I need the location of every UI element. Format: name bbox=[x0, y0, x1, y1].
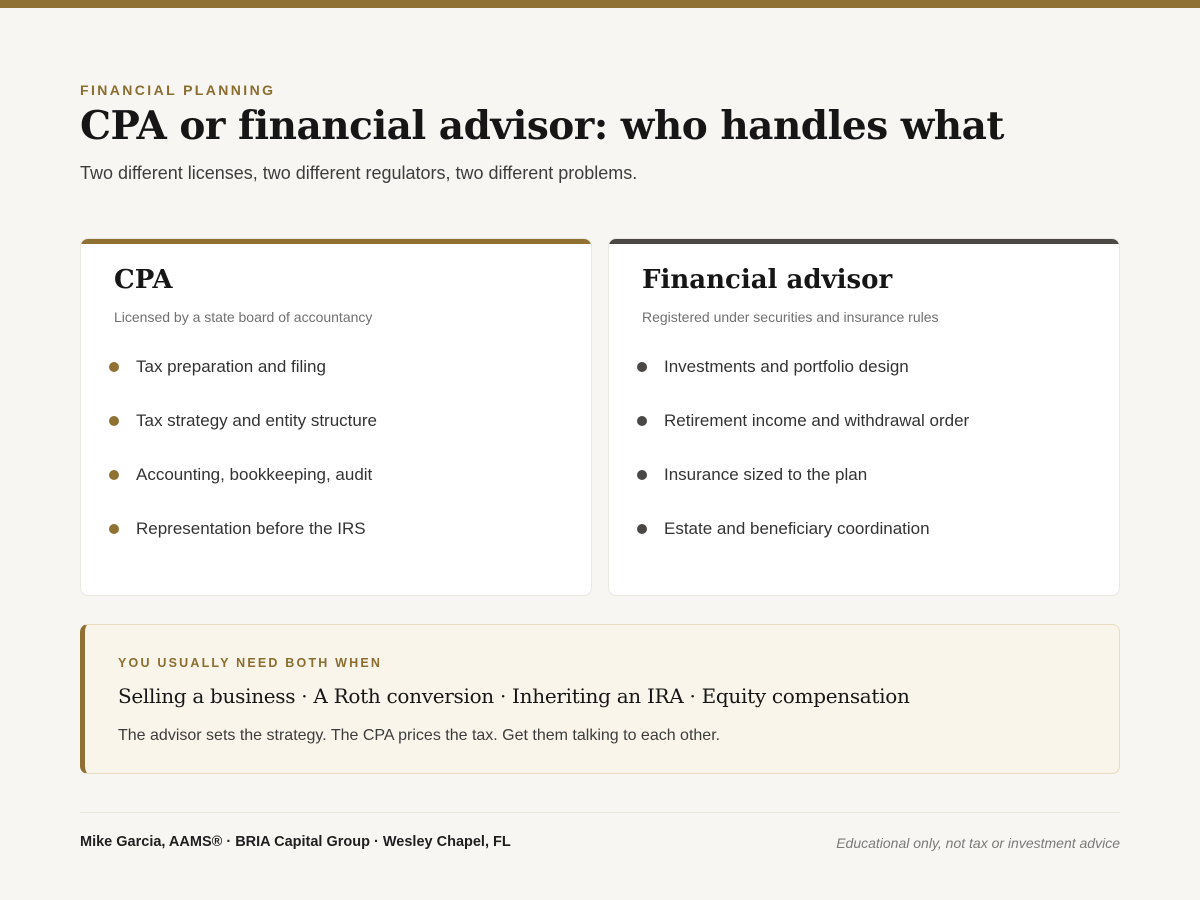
list-item bbox=[109, 355, 377, 409]
advisor-card-accent bbox=[609, 239, 1119, 244]
list-item bbox=[109, 409, 377, 463]
list-item bbox=[109, 463, 377, 517]
list-item-label: Tax strategy and entity structure bbox=[136, 411, 377, 430]
callout-situations: Selling a business · A Roth conversion · Inheriting an IRA · Equity compensation bbox=[118, 684, 910, 708]
advisor-responsibility-list bbox=[637, 355, 969, 571]
bullet-icon bbox=[109, 416, 119, 426]
page-subtitle: Two different licenses, two different regulators, two different problems. bbox=[80, 163, 638, 183]
list-item bbox=[637, 355, 969, 409]
list-item-label: Retirement income and withdrawal order bbox=[664, 411, 970, 430]
list-item bbox=[637, 409, 969, 463]
bullet-icon bbox=[637, 362, 647, 372]
eyebrow-label: FINANCIAL PLANNING bbox=[80, 82, 276, 98]
footer-divider bbox=[80, 812, 1120, 813]
list-item-label: Tax preparation and filing bbox=[136, 357, 326, 376]
list-item bbox=[637, 517, 969, 571]
list-item-label: Insurance sized to the plan bbox=[664, 465, 868, 484]
list-item-label: Representation before the IRS bbox=[136, 519, 366, 538]
advisor-card bbox=[608, 238, 1120, 596]
callout-note: The advisor sets the strategy. The CPA prices the tax. Get them talking to each other. bbox=[118, 727, 721, 744]
cpa-card-title: CPA bbox=[114, 265, 173, 295]
bullet-icon bbox=[109, 362, 119, 372]
page-title: CPA or financial advisor: who handles what bbox=[80, 103, 1004, 149]
callout-eyebrow: YOU USUALLY NEED BOTH WHEN bbox=[118, 656, 383, 670]
bullet-icon bbox=[109, 524, 119, 534]
list-item bbox=[637, 463, 969, 517]
list-item-label: Estate and beneficiary coordination bbox=[664, 519, 930, 538]
cpa-card bbox=[80, 238, 592, 596]
cpa-responsibility-list bbox=[109, 355, 377, 571]
both-needed-callout bbox=[80, 624, 1120, 774]
top-accent-bar bbox=[0, 0, 1200, 8]
list-item bbox=[109, 517, 377, 571]
list-item-label: Investments and portfolio design bbox=[664, 357, 909, 376]
advisor-card-title: Financial advisor bbox=[642, 265, 893, 295]
author-credit: Mike Garcia, AAMS® · BRIA Capital Group · Wesley Chapel, FL bbox=[80, 834, 511, 850]
cpa-card-accent bbox=[81, 239, 591, 244]
advisor-card-subtitle: Registered under securities and insurance rules bbox=[642, 309, 939, 325]
bullet-icon bbox=[637, 416, 647, 426]
cpa-card-subtitle: Licensed by a state board of accountancy bbox=[114, 309, 373, 325]
bullet-icon bbox=[109, 470, 119, 480]
disclaimer: Educational only, not tax or investment advice bbox=[836, 835, 1120, 851]
bullet-icon bbox=[637, 524, 647, 534]
list-item-label: Accounting, bookkeeping, audit bbox=[136, 465, 373, 484]
bullet-icon bbox=[637, 470, 647, 480]
